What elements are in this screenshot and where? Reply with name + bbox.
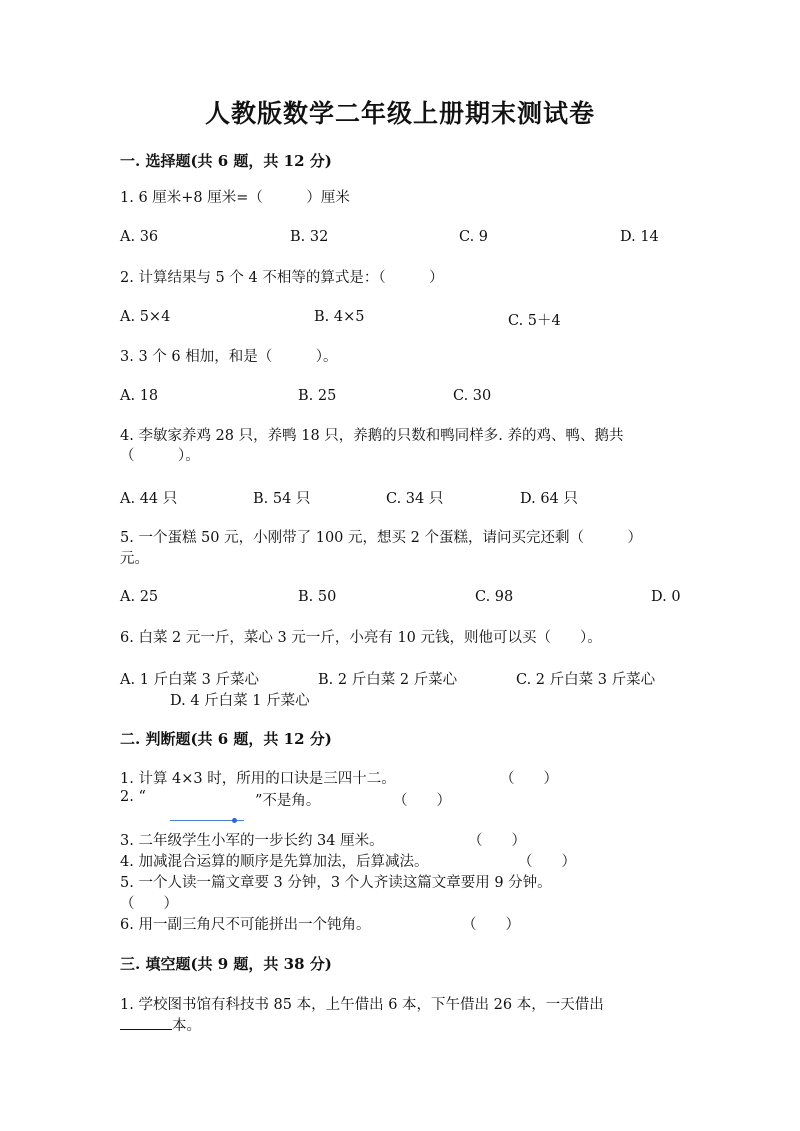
question-1-option-c: C. 9 xyxy=(459,229,489,245)
ray-figure-endpoint xyxy=(232,818,237,823)
question-5-option-b: B. 50 xyxy=(298,589,337,605)
judge-4-answer-paren: （ ） xyxy=(518,854,576,870)
question-4-stem-line2: （ ）。 xyxy=(120,448,200,464)
judge-6-answer-paren: （ ） xyxy=(462,917,520,933)
section-heading-choice: 一. 选择题(共 6 题，共 12 分) xyxy=(120,152,332,170)
judge-1-answer-paren: （ ） xyxy=(500,771,558,787)
question-3-option-b: B. 25 xyxy=(298,388,337,404)
question-4-option-a: A. 44 只 xyxy=(120,491,178,507)
question-1-option-a: A. 36 xyxy=(120,229,159,245)
question-3-stem: 3. 3 个 6 相加，和是（ ）。 xyxy=(120,349,338,365)
fill-1-blank xyxy=(120,1029,172,1030)
question-6-option-a: A. 1 斤白菜 3 斤菜心 xyxy=(120,672,259,688)
question-4-option-b: B. 54 只 xyxy=(253,491,311,507)
question-6-option-d: D. 4 斤白菜 1 斤菜心 xyxy=(170,693,310,709)
question-2-option-a: A. 5×4 xyxy=(120,309,171,325)
question-2-stem: 2. 计算结果与 5 个 4 不相等的算式是：（ ） xyxy=(120,270,444,286)
question-3-option-c: C. 30 xyxy=(453,388,492,404)
question-6-option-b: B. 2 斤白菜 2 斤菜心 xyxy=(318,672,458,688)
question-4-option-c: C. 34 只 xyxy=(386,491,444,507)
judge-5-text: 5. 一个人读一篇文章要 3 分钟，3 个人齐读这篇文章要用 9 分钟。 xyxy=(120,875,552,891)
question-3-option-a: A. 18 xyxy=(120,388,159,404)
question-1-option-d: D. 14 xyxy=(620,229,659,245)
question-5-stem-line2: 元。 xyxy=(120,551,149,567)
question-4-option-d: D. 64 只 xyxy=(520,491,578,507)
question-5-option-c: C. 98 xyxy=(475,589,514,605)
fill-1-text-line1: 1. 学校图书馆有科技书 85 本，上午借出 6 本，下午借出 26 本，一天借出 xyxy=(120,997,604,1013)
question-1-option-b: B. 32 xyxy=(290,229,329,245)
judge-4-text: 4. 加减混合运算的顺序是先算加法，后算减法。 xyxy=(120,854,429,870)
fill-1-unit: 本。 xyxy=(172,1018,201,1034)
question-1-stem: 1. 6 厘米+8 厘米=（ ）厘米 xyxy=(120,190,350,206)
question-6-stem: 6. 白菜 2 元一斤，菜心 3 元一斤，小亮有 10 元钱，则他可以买（ ）。 xyxy=(120,630,602,646)
question-5-stem-line1: 5. 一个蛋糕 50 元，小刚带了 100 元，想买 2 个蛋糕，请问买完还剩（ ） xyxy=(120,530,642,546)
judge-2-answer-paren: （ ） xyxy=(393,793,451,809)
question-6-option-c: C. 2 斤白菜 3 斤菜心 xyxy=(516,672,656,688)
judge-1-text: 1. 计算 4×3 时，所用的口诀是三四十二。 xyxy=(120,771,396,787)
question-2-option-b: B. 4×5 xyxy=(314,309,365,325)
judge-5-answer-paren: （ ） xyxy=(120,896,178,912)
judge-3-answer-paren: （ ） xyxy=(468,833,526,849)
section-heading-fill: 三. 填空题(共 9 题，共 38 分) xyxy=(120,955,332,973)
question-2-option-c: C. 5＋4 xyxy=(508,313,561,329)
judge-3-text: 3. 二年级学生小军的一步长约 34 厘米。 xyxy=(120,833,384,849)
judge-6-text: 6. 用一副三角尺不可能拼出一个钝角。 xyxy=(120,917,371,933)
section-heading-judge: 二. 判断题(共 6 题，共 12 分) xyxy=(120,730,332,748)
fill-1-text-line2 xyxy=(120,1014,201,1035)
question-5-option-a: A. 25 xyxy=(120,589,159,605)
question-5-option-d: D. 0 xyxy=(651,589,681,605)
judge-2-text-open: 2. “ xyxy=(120,789,146,805)
judge-2-text-close: ”不是角。 xyxy=(255,793,321,809)
page-title: 人教版数学二年级上册期末测试卷 xyxy=(204,99,595,128)
question-4-stem-line1: 4. 李敏家养鸡 28 只，养鸭 18 只，养鹅的只数和鸭同样多. 养的鸡、鸭、鹅共 xyxy=(120,428,624,444)
